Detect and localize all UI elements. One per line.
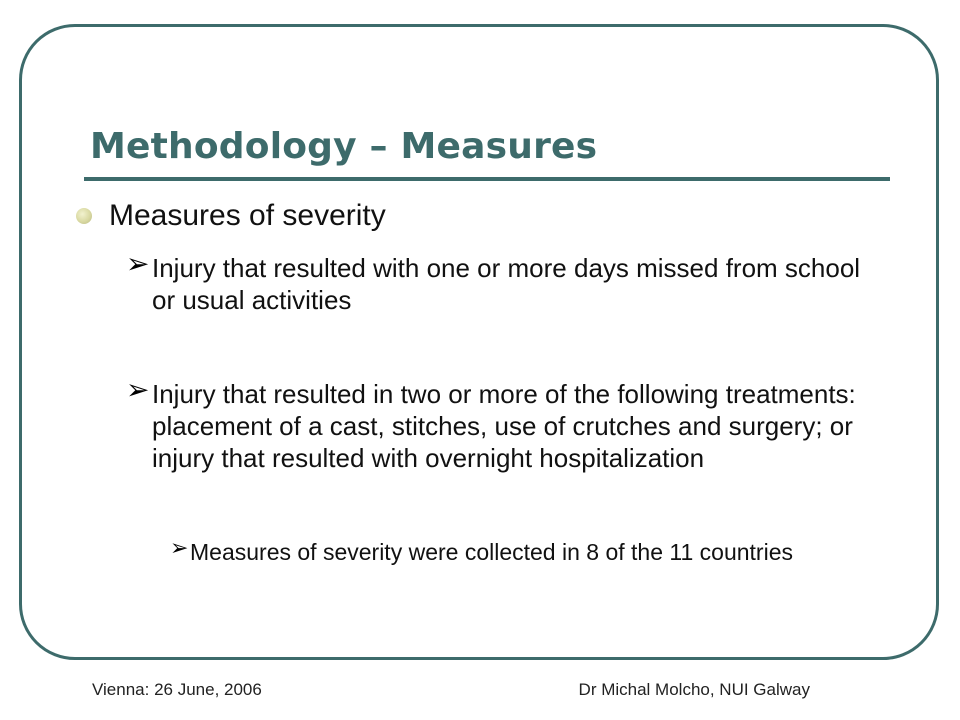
- round-dot-icon: [76, 208, 92, 224]
- footer-author: Dr Michal Molcho, NUI Galway: [578, 680, 810, 699]
- arrow-bullet-icon: ➢: [126, 373, 150, 406]
- bullet-text: Measures of severity: [109, 199, 386, 232]
- slide-title: Methodology – Measures: [90, 126, 598, 167]
- footer-date: Vienna: 26 June, 2006: [92, 680, 262, 699]
- sub-bullet-days-missed: Injury that resulted with one or more days missed from school or usual activities: [152, 253, 861, 315]
- arrow-bullet-icon: ➢: [126, 247, 150, 280]
- sub-bullet-treatments: Injury that resulted in two or more of the following treatments: placement of a cast, stitches, use of crutches and surgery; or injury that resulted with overnight hospitalization: [152, 379, 856, 473]
- bullet-measures-of-severity: [76, 198, 386, 234]
- arrow-bullet-icon: ➢: [170, 536, 189, 561]
- title-underline: [84, 177, 890, 181]
- sub-sub-bullet-countries: Measures of severity were collected in 8 of the 11 countries: [190, 539, 793, 565]
